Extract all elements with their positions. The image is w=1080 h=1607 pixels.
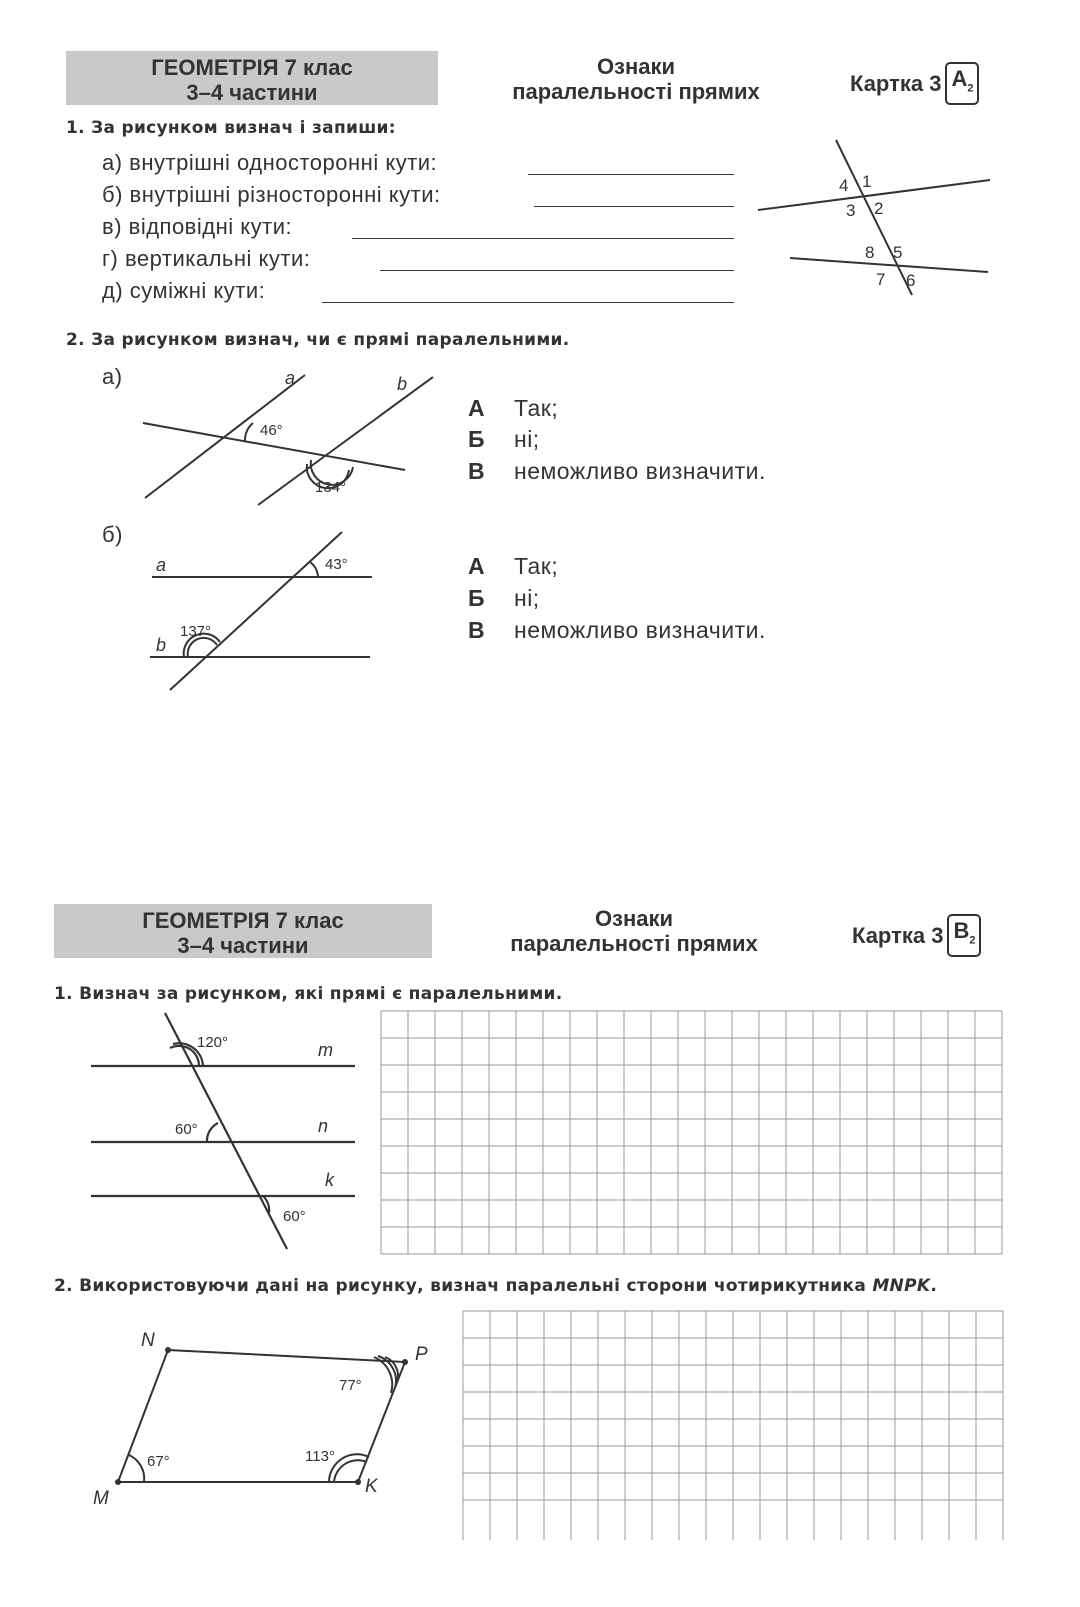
card-a-variant: А [951,66,968,91]
card-a-2a-option-c[interactable] [468,458,766,485]
card-a-task2a-figure [135,360,445,510]
card-a-task1-item-c: в) відповідні кути: [102,214,293,239]
card-a-task2-sub-a-label: а) [102,364,123,389]
fig-a3-angle2: 137° [180,623,212,640]
card-b-topic-line1: Ознаки [594,906,674,931]
card-b-subject: ГЕОМЕТРІЯ 7 клас [142,908,344,933]
card-b-task1-figure [85,1008,365,1253]
fig-b2-vertex-p: P [415,1344,428,1365]
fig-b2-vertex-k: K [365,1476,378,1497]
fig-a-label-5: 5 [893,243,903,262]
card-b-variant-sub: 2 [969,934,976,947]
card-a-blank-b[interactable] [534,206,734,207]
card-b-card-label: Картка 3 [852,922,944,948]
card-a-2b-option-b[interactable] [468,585,540,612]
card-a-card-label: Картка 3 [850,70,942,96]
opt-text: ні; [514,585,540,611]
card-a-topic-line1: Ознаки [596,54,676,79]
card-a-subject: ГЕОМЕТРІЯ 7 клас [151,55,353,80]
opt-text: ні; [514,426,540,452]
card-a-2a-option-a[interactable] [468,395,558,422]
fig-a-label-4: 4 [839,176,849,195]
opt-text: Так; [514,553,559,579]
card-b-topic [484,906,784,956]
card-a-header-box [66,51,438,105]
card-b-variant: В [953,918,970,943]
card-b-task2-figure [85,1320,445,1520]
card-a-task1-item-b: б) внутрішні різносторонні кути: [102,182,441,207]
fig-b2-angle-p: 77° [339,1377,362,1394]
card-a-2a-option-b[interactable] [468,426,540,453]
opt-letter: Б [468,585,486,611]
fig-b1-angle2: 60° [175,1121,198,1138]
fig-a-label-2: 2 [874,199,884,218]
fig-a2-angle2: 134° [315,479,347,496]
fig-a-label-7: 7 [876,270,886,289]
fig-b1-line-k: k [325,1170,334,1190]
opt-letter: В [468,458,486,484]
fig-a3-line-a: a [156,555,167,575]
card-a-variant-sub: 2 [967,82,974,95]
card-a-blank-a[interactable] [528,174,734,175]
fig-a-label-3: 3 [846,201,856,220]
card-b-header-box [54,904,432,958]
opt-letter: А [468,553,486,579]
card-a-task1-item-a: а) внутрішні односторонні кути: [102,150,438,175]
card-a-variant-badge [945,62,979,105]
card-b-task2-text [54,1276,937,1296]
opt-letter: В [468,617,486,643]
card-a-parts: 3–4 частини [186,80,318,105]
opt-letter: Б [468,426,486,452]
fig-b1-angle3: 60° [283,1208,306,1225]
card-b-label [852,914,981,957]
card-a-task2-text: 2. За рисунком визнач, чи є прямі паралельними. [66,330,570,350]
card-a-2b-option-a[interactable] [468,553,558,580]
fig-b1-angle1: 120° [197,1034,229,1051]
opt-text: неможливо визначити. [514,617,766,643]
card-a-task1-item-d: г) вертикальні кути: [102,246,311,271]
card-b-variant-badge [947,914,981,957]
fig-a2-line-b: b [397,374,408,394]
fig-a-label-1: 1 [862,172,872,191]
card-a-topic [486,54,786,104]
card-a-blank-e[interactable] [322,302,734,303]
opt-text: Так; [514,395,559,421]
card-a-blank-c[interactable] [352,238,734,239]
fig-b2-vertex-m: M [93,1488,109,1509]
task2-quad-name: MNPK [872,1276,931,1296]
card-a-task1-item-e: д) суміжні кути: [102,278,266,303]
fig-a2-line-a: a [285,368,296,388]
card-a-2b-option-c[interactable] [468,617,766,644]
card-b-task2-grid[interactable] [462,1310,1007,1540]
fig-b1-line-m: m [318,1040,333,1060]
fig-b2-angle-k: 113° [305,1448,335,1465]
card-a-task1-text: 1. За рисунком визнач і запиши: [66,118,396,138]
card-b-parts: 3–4 частини [177,933,309,958]
card-a-topic-line2: паралельності прямих [512,79,760,104]
fig-b1-line-n: n [318,1116,329,1136]
opt-letter: А [468,395,486,421]
card-b-topic-line2: паралельності прямих [510,931,758,956]
fig-b2-angle-m: 67° [147,1453,170,1470]
fig-a2-angle1: 46° [260,422,283,439]
fig-a-label-6: 6 [906,271,916,290]
opt-text: неможливо визначити. [514,458,766,484]
fig-a-label-8: 8 [865,243,875,262]
fig-a3-angle1: 43° [325,556,348,573]
task2-prefix: 2. Використовуючи дані на рисунку, визнач паралельні сторони чотирикутника [54,1276,873,1296]
fig-a3-line-b: b [156,635,167,655]
card-a-blank-d[interactable] [380,270,734,271]
task2-suffix: . [930,1276,938,1296]
fig-b2-vertex-n: N [141,1330,155,1351]
card-a-task2b-figure [140,525,390,695]
card-a-task2-sub-b-label: б) [102,522,123,547]
card-a-task1-figure [750,130,1000,300]
card-b-task1-grid[interactable] [380,1010,1005,1255]
card-a-label [850,62,979,105]
card-b-task1-text: 1. Визнач за рисунком, які прямі є паралельними. [54,984,563,1004]
